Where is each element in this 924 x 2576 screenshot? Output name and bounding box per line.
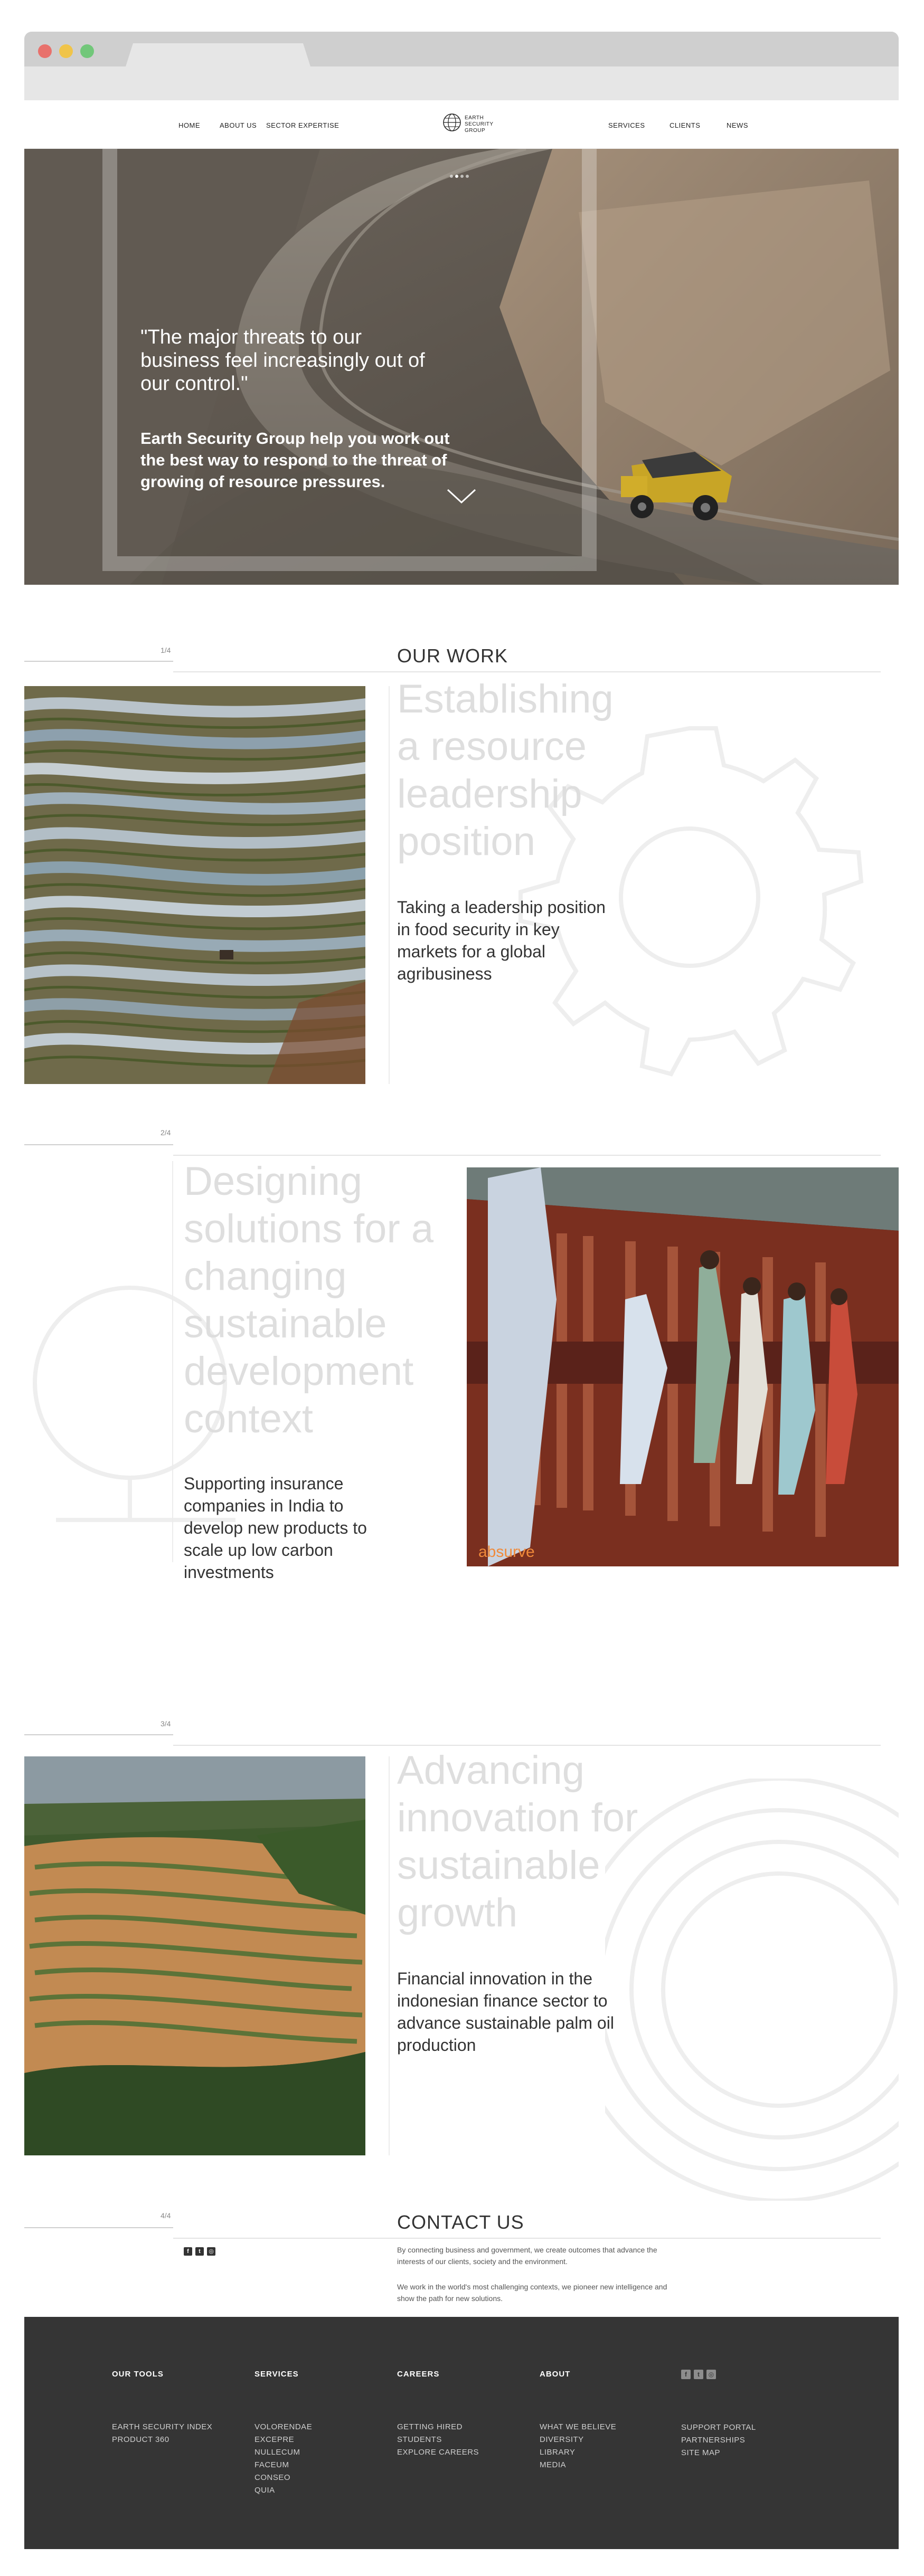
- divider: [173, 1745, 881, 1746]
- radar-rings-icon: [605, 1779, 899, 2201]
- divider: [173, 671, 881, 672]
- footer-col-title: SERVICES: [254, 2370, 299, 2379]
- facebook-icon[interactable]: f: [681, 2370, 691, 2379]
- section-number: 3/4: [161, 1719, 171, 1728]
- footer-col-careers: [397, 2370, 479, 2459]
- palm-plantation-image: [24, 1756, 365, 2155]
- nav-services[interactable]: SERVICES: [608, 121, 645, 129]
- footer-link[interactable]: FACEUM: [254, 2460, 289, 2469]
- instagram-icon[interactable]: ◎: [706, 2370, 716, 2379]
- section-text: Taking a leadership position in food security in key markets for a global agribusiness: [397, 898, 606, 983]
- section-title: Designing solutions for a changing sustainable development context: [184, 1159, 434, 1441]
- section-number: 4/4: [161, 2211, 171, 2220]
- footer-link[interactable]: CONSEO: [254, 2473, 291, 2482]
- divider: [173, 2238, 881, 2239]
- footer-link[interactable]: GETTING HIRED: [397, 2422, 463, 2431]
- footer-link[interactable]: MEDIA: [540, 2460, 567, 2469]
- footer-link[interactable]: EXCEPRE: [254, 2435, 295, 2444]
- footer-link[interactable]: EARTH SECURITY INDEX: [112, 2422, 213, 2431]
- contact-paragraph-2: We work in the world's most challenging contexts, we pioneer new intelligence and show the path for new solutions.: [397, 2283, 667, 2303]
- contact-paragraph-1: By connecting business and government, we create outcomes that advance the interests of our clients, society and the environment.: [397, 2246, 657, 2266]
- nav-news[interactable]: NEWS: [727, 121, 748, 129]
- section-text: Supporting insurance companies in India to develop new products to scale up low carbon investments: [184, 1474, 367, 1582]
- hero-slider-dots[interactable]: [450, 171, 471, 180]
- footer-col-title: ABOUT: [540, 2370, 571, 2379]
- footer-link[interactable]: PRODUCT 360: [112, 2435, 169, 2444]
- twitter-icon[interactable]: t: [195, 2247, 204, 2256]
- divider: [24, 1734, 173, 1735]
- footer-link[interactable]: DIVERSITY: [540, 2435, 584, 2444]
- footer-col-our-tools: [112, 2370, 212, 2446]
- footer-link[interactable]: LIBRARY: [540, 2448, 576, 2457]
- footer-col-about: [540, 2370, 616, 2472]
- scroll-down-chevron-icon[interactable]: [446, 488, 477, 506]
- nav-home[interactable]: HOME: [178, 121, 200, 129]
- divider: [24, 661, 173, 662]
- footer-link[interactable]: SUPPORT PORTAL: [681, 2423, 756, 2432]
- rice-terraces-image: [24, 686, 365, 1084]
- footer-col-title: CAREERS: [397, 2370, 440, 2379]
- logo-globe-icon: [442, 113, 461, 132]
- footer-link[interactable]: EXPLORE CAREERS: [397, 2448, 479, 2457]
- footer-link[interactable]: WHAT WE BELIEVE: [540, 2422, 617, 2431]
- browser-chrome: [24, 32, 899, 100]
- social-links: [184, 2246, 219, 2256]
- close-window-icon[interactable]: [38, 44, 52, 58]
- hero-quote: "The major threats to our business feel increasingly out of our control.": [140, 326, 425, 395]
- top-nav: [24, 100, 899, 149]
- facebook-icon[interactable]: f: [184, 2247, 192, 2256]
- twitter-icon[interactable]: t: [694, 2370, 703, 2379]
- footer-link[interactable]: VOLORENDAE: [254, 2422, 313, 2431]
- footer-col-title: OUR TOOLS: [112, 2370, 164, 2379]
- footer-link[interactable]: SITE MAP: [681, 2448, 721, 2457]
- footer-col-services: [254, 2370, 312, 2497]
- our-work-heading: OUR WORK: [397, 645, 508, 667]
- india-train-image: [467, 1167, 899, 1566]
- maximize-window-icon[interactable]: [80, 44, 94, 58]
- section-number: 2/4: [161, 1128, 171, 1137]
- section-text: Financial innovation in the indonesian finance sector to advance sustainable palm oil production: [397, 1969, 614, 2055]
- footer-link[interactable]: NULLECUM: [254, 2448, 300, 2457]
- footer-link[interactable]: PARTNERSHIPS: [681, 2436, 746, 2445]
- footer: [24, 2317, 899, 2549]
- divider: [389, 686, 390, 1084]
- divider: [172, 1161, 173, 1562]
- browser-tab[interactable]: [126, 43, 310, 66]
- instagram-icon[interactable]: ◎: [207, 2247, 215, 2256]
- section-number: 1/4: [161, 646, 171, 654]
- section-title: Advancing innovation for sustainable growth: [397, 1748, 638, 1935]
- footer-link[interactable]: STUDENTS: [397, 2435, 442, 2444]
- contact-us-heading: CONTACT US: [397, 2211, 524, 2233]
- website: [24, 100, 899, 2549]
- minimize-window-icon[interactable]: [59, 44, 73, 58]
- footer-col-support: [681, 2370, 756, 2459]
- divider: [389, 1756, 390, 2155]
- photo-watermark: absurve: [478, 1543, 535, 1561]
- nav-clients[interactable]: CLIENTS: [670, 121, 701, 129]
- footer-social-links: [681, 2370, 756, 2379]
- nav-sector-expertise[interactable]: SECTOR EXPERTISE: [266, 121, 340, 129]
- hero-banner: [24, 149, 899, 585]
- logo-text: EARTH SECURITY GROUP: [465, 115, 494, 134]
- footer-link[interactable]: QUIA: [254, 2486, 275, 2495]
- hero-lead: Earth Security Group help you work out the best way to respond to the threat of growing of resource pressures.: [140, 429, 450, 491]
- browser-tabbar: [24, 32, 899, 66]
- logo[interactable]: [442, 113, 501, 137]
- section-title: Establishing a resource leadership position: [397, 677, 614, 864]
- divider: [24, 1144, 173, 1145]
- nav-about-us[interactable]: ABOUT US: [220, 121, 257, 129]
- divider: [24, 2227, 173, 2228]
- divider: [173, 1155, 881, 1156]
